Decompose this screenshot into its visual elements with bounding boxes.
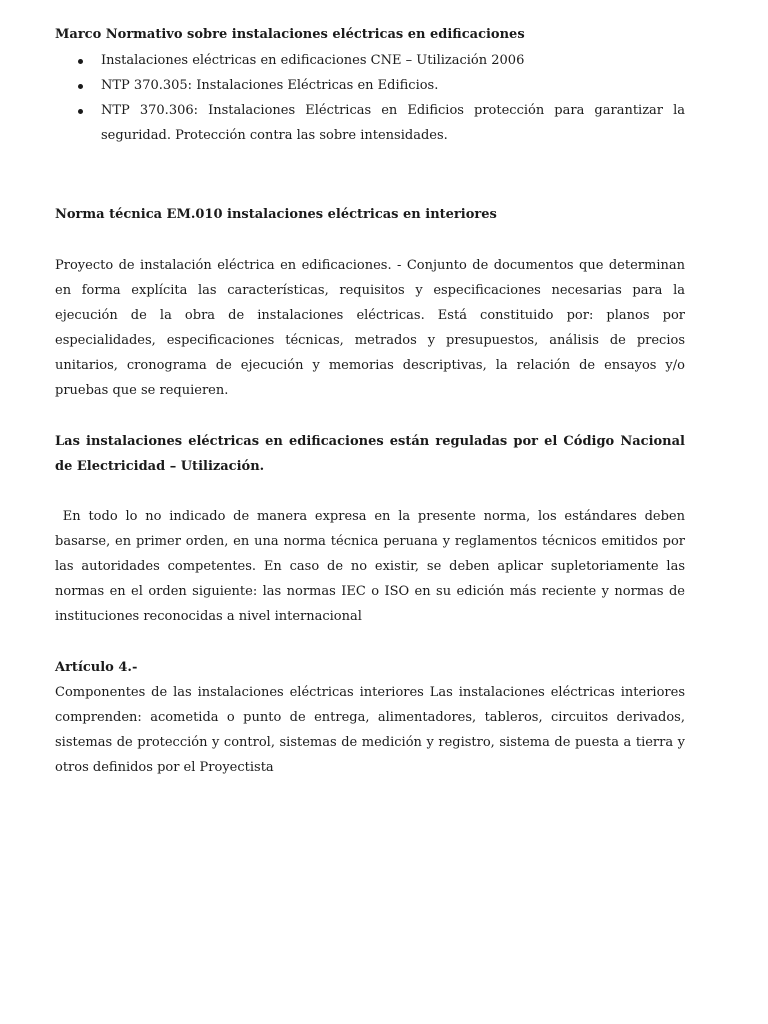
paragraph-proyecto: Proyecto de instalación eléctrica en edificaciones. - Conjunto de documentos que determinan en forma explícita las características, requisitos y especificaciones necesarias para la ejecución de la obra de instalaciones eléctricas. Está constituido por: planos por especialidades, especificaciones técnicas, metrados y presupuestos, análisis de precios unitarios, cronograma de ejecución y memorias descriptivas, la relación de ensayos y/o pruebas que se requieren. bbox=[55, 258, 685, 398]
list-item-text: NTP 370.306: Instalaciones Eléctricas en Edificios protección para garantizar la seguridad. Protección contra las sobre intensidades. bbox=[101, 103, 685, 143]
list-item bbox=[55, 98, 685, 148]
section-title-marco-normativo: Marco Normativo sobre instalaciones eléctricas en edificaciones bbox=[55, 27, 525, 42]
bullet-icon bbox=[78, 59, 83, 64]
paragraph-estandares: En todo lo no indicado de manera expresa en la presente norma, los estándares deben basarse, en primer orden, en una norma técnica peruana y reglamentos técnicos emitidos por las autoridades competentes. En caso de no existir, se deben aplicar supletoriamente las normas en el orden siguiente: las normas IEC o ISO en su edición más reciente y normas de instituciones reconocidas a nivel internacional bbox=[55, 509, 690, 624]
section-title-codigo-nacional: Las instalaciones eléctricas en edificaciones están reguladas por el Código Nacional de Electricidad – Utilización. bbox=[55, 434, 685, 474]
list-item-text: Instalaciones eléctricas en edificaciones CNE – Utilización 2006 bbox=[101, 53, 525, 68]
bullet-icon bbox=[78, 109, 83, 114]
list-item-text: NTP 370.305: Instalaciones Eléctricas en Edificios. bbox=[101, 78, 439, 93]
regulations-list bbox=[55, 48, 685, 148]
list-item bbox=[55, 73, 685, 98]
section-title-norma-tecnica: Norma técnica EM.010 instalaciones eléctricas en interiores bbox=[55, 207, 497, 222]
paragraph-componentes: Componentes de las instalaciones eléctricas interiores Las instalaciones eléctricas interiores comprenden: acometida o punto de entrega, alimentadores, tableros, circuitos derivados, sistemas de protección y control, sistemas de medición y registro, sistema de puesta a tierra y otros definidos por el Proyectista bbox=[55, 685, 685, 775]
list-item bbox=[55, 48, 685, 73]
bullet-icon bbox=[78, 84, 83, 89]
section-title-articulo-4: Artículo 4.- bbox=[55, 660, 138, 675]
